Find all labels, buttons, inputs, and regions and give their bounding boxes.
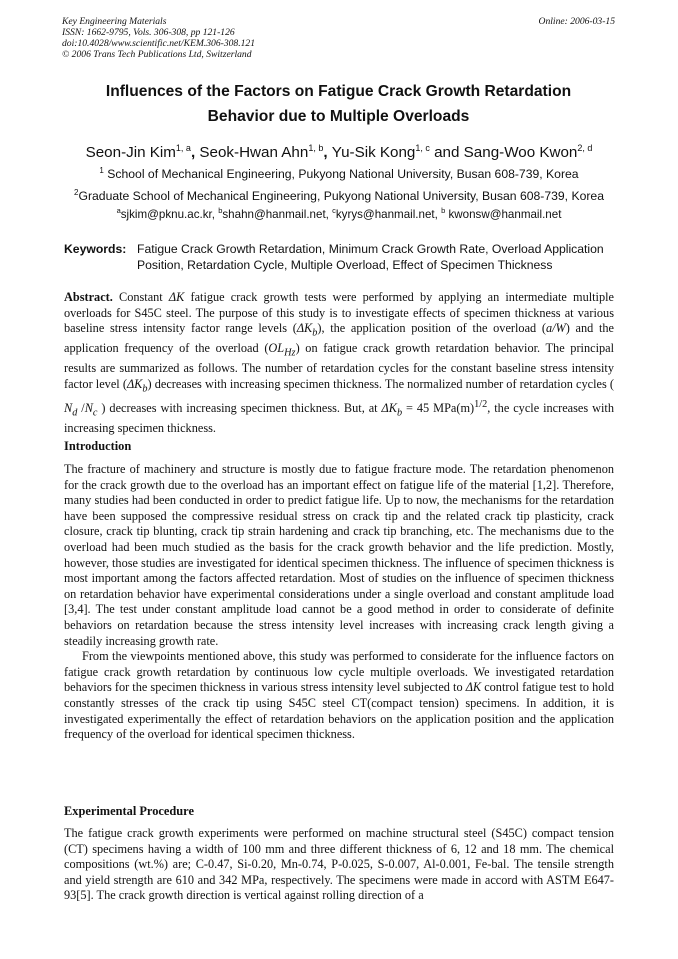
author-name: Seok-Hwan Ahn: [199, 144, 309, 161]
email-mark: c: [332, 206, 336, 215]
author-name: Seon-Jin Kim: [85, 144, 176, 161]
author-list: [40, 138, 638, 163]
abstract-text: fatigue crack growth tests were performed by applying an intermediate multiple overloads for S45C steel. The purpose of this study is to investigate effects of specimen thickness at various baseline stress intensity factor range levels (: [64, 290, 614, 336]
copyright-line: © 2006 Trans Tech Publications Ltd, Switzerland: [62, 49, 252, 60]
author-affiliation-mark: 1, b: [308, 143, 324, 153]
email-address[interactable]: kwonsw@hanmail.net: [445, 208, 562, 221]
keywords-label: Keywords:: [64, 242, 127, 256]
symbol-n: N: [64, 401, 73, 416]
paragraph: [64, 649, 614, 743]
symbol-delta-k: ΔK: [465, 680, 482, 695]
introduction-body: [64, 462, 614, 743]
affiliation-mark: 2: [74, 188, 79, 197]
abstract-text: ) on fatigue crack growth retardation behavior. The principal results are summarized as follows. The number of retardation cycles for the constant baseline stress intensity factor level (: [64, 341, 615, 391]
email-mark: b: [441, 206, 446, 215]
section-heading-experimental: Experimental Procedure: [64, 804, 194, 818]
symbol-ol: OL: [268, 341, 285, 356]
abstract: [64, 290, 614, 437]
paragraph: The fatigue crack growth experiments were performed on machine structural steel (S45C) compact tension (CT) specimens having a width of 100 mm and three different thickness of 6, 12 and 18 mm. The chemical compositions (wt.%) are; C-0.47, Si-0.20, Mn-0.74, P-0.025, S-0.007, Al-0.001, Fe-bal. The tensile strength and yield strength are 610 and 342 MPa, respectively. The specimens were made in accord with ASTM E647-93[5]. The crack growth direction is vertical against rolling direction of a: [64, 826, 614, 903]
section-heading-introduction: Introduction: [64, 439, 132, 453]
subscript: b: [396, 407, 403, 419]
symbol-delta-k: ΔK: [168, 290, 185, 304]
affiliation-mark: 1: [99, 166, 104, 175]
abstract-text: = 45 MPa(m): [402, 401, 475, 416]
abstract-label: Abstract.: [64, 290, 113, 304]
subscript: d: [72, 407, 78, 419]
subscript: c: [92, 407, 98, 419]
email-mark: b: [218, 206, 223, 215]
abstract-text: Constant: [112, 290, 169, 304]
abstract-text: /: [77, 401, 85, 416]
issn-line: ISSN: 1662-9795, Vols. 306-308, pp 121-126: [62, 27, 235, 38]
author-separator: ,: [323, 144, 332, 161]
email-list: [40, 206, 638, 221]
author-affiliation-mark: 1, a: [175, 143, 191, 153]
doi-line: doi:10.4028/www.scientific.net/KEM.306-308.121: [62, 38, 256, 49]
symbol-a-w: a/W: [545, 321, 566, 336]
experimental-body: [64, 826, 614, 904]
author-separator: ,: [190, 144, 200, 161]
subscript: Hz: [284, 347, 296, 359]
subscript: b: [312, 327, 318, 339]
symbol-delta-k: ΔK: [296, 321, 313, 336]
affiliation-2: [40, 185, 638, 204]
affiliation-text: School of Mechanical Engineering, Pukyong National University, Busan 608-739, Korea: [103, 167, 579, 181]
paragraph: The fracture of machinery and structure is mostly due to fatigue fracture mode. The retardation phenomenon for the crack growth due to the overload has an important effect on fatigue life of the material [1,2]. Therefore, many studies had been conducted in order to predict fatigue life. Up to now, the mechanisms for the retardation have been supposed the compressive residual stress on crack tip and the related crack tip plasticity, crack closure, crack tip blunting, crack tip strain hardening and crack tip branching, etc. The mechanisms due to the overload had been much studied as the basis for the crack growth behavior and the life prediction. Mostly, however, those studies are investigated for identical specimen thickness. The influence of specimen thickness is most important among the factors affected retardation. Most of studies on the influence of specimen thickness on retardation behavior have experimental considerations under a single overload and constant amplitude load [3,4]. The test under constant amplitude load cannot be a good method in order to considerate of definite behaviors on retardation because the stress intensity level increases with increasing crack length giving a steadily increasing growth rate.: [64, 462, 614, 648]
subscript: b: [142, 383, 148, 395]
paragraph-text: From the viewpoints mentioned above, this study was performed to considerate for the influence factors on fatigue crack growth retardation by continuous low cycle multiple overloads. We investigated retardation behaviors for the specimen thickness in various stress intensity level subjected to: [64, 649, 614, 695]
abstract-text: ), the application position of the overload (: [317, 321, 546, 336]
email-address[interactable]: shahn@hanmail.net,: [222, 208, 333, 221]
author-name: Yu-Sik Kong: [331, 144, 416, 161]
keywords-text: Fatigue Crack Growth Retardation, Minimum Crack Growth Rate, Overload Application Position, Retardation Cycle, Multiple Overload, Effect of Specimen Thickness: [137, 242, 604, 272]
title-line-2: Behavior due to Multiple Overloads: [207, 108, 470, 125]
abstract-text: , the cycle increases with increasing specimen thickness.: [64, 401, 614, 436]
author-separator: and: [429, 144, 464, 161]
journal-name: Key Engineering Materials: [62, 16, 167, 27]
author-affiliation-mark: 2, d: [577, 143, 593, 153]
abstract-text: ) and the application frequency of the overload (: [64, 321, 614, 356]
symbol-delta-k: ΔK: [126, 376, 143, 391]
symbol-n: N: [84, 401, 93, 416]
affiliation-1: [40, 163, 638, 182]
author-affiliation-mark: 1, c: [415, 143, 430, 153]
abstract-text: ) decreases with increasing specimen thickness. The normalized number of retardation cycles (: [147, 376, 615, 391]
affiliation-text: Graduate School of Mechanical Engineering, Pukyong National University, Busan 608-739, Korea: [78, 189, 604, 203]
author-name: Sang-Woo Kwon: [463, 144, 578, 161]
symbol-delta-k: ΔK: [381, 401, 397, 416]
paragraph-text: control fatigue test to hold constantly stresses of the crack tip using S45C steel CT(compact tension) specimens. In addition, it is investigated experimentally the effect of retardation behaviors on the application position and the application frequency of the overload for identical specimen thickness.: [64, 680, 614, 742]
journal-header: [62, 16, 255, 60]
abstract-text: ) decreases with increasing specimen thickness. But, at: [97, 401, 382, 416]
email-address[interactable]: sjkim@pknu.ac.kr,: [120, 208, 219, 221]
email-mark: a: [116, 206, 121, 215]
title-line-1: Influences of the Factors on Fatigue Crack Growth Retardation: [105, 83, 572, 100]
superscript: 1/2: [474, 398, 488, 410]
email-address[interactable]: kyrys@hanmail.net,: [335, 208, 442, 221]
online-date: Online: 2006-03-15: [538, 16, 615, 27]
paper-title: [62, 79, 615, 129]
